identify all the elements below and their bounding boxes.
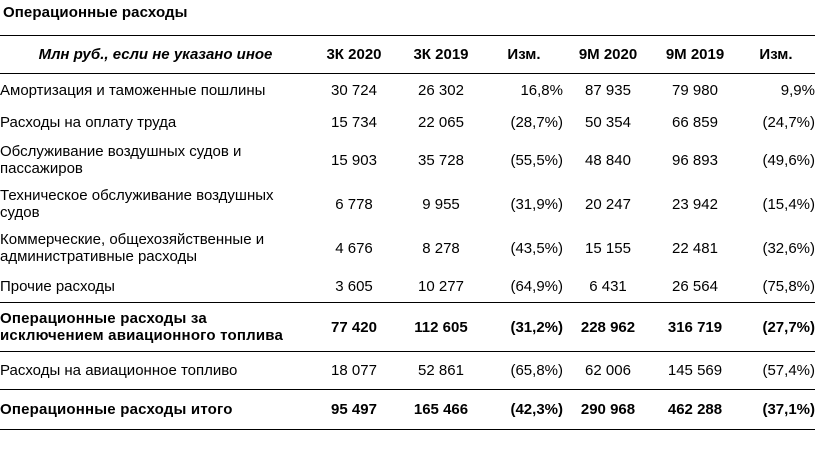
cell-q3-change: (43,5%) xyxy=(510,239,563,257)
cell-9m-2020: 62 006 xyxy=(585,362,631,379)
cell-9m-change: (37,1%) xyxy=(737,390,815,430)
page-title: Операционные расходы xyxy=(3,4,188,21)
cell-9m-change: (32,6%) xyxy=(762,239,815,257)
cell-q3-2020: 18 077 xyxy=(331,362,377,379)
cell-q3-2019: 35 728 xyxy=(418,151,464,169)
cell-9m-2019: 26 564 xyxy=(672,277,718,295)
cell-q3-change: (55,5%) xyxy=(510,151,563,169)
cell-q3-2019: 9 955 xyxy=(422,195,460,213)
table-header-row xyxy=(0,36,815,74)
table-row xyxy=(0,138,815,182)
cell-q3-2019: 112 605 xyxy=(397,303,485,352)
cell-9m-2020: 15 155 xyxy=(585,239,631,257)
cell-9m-change: 9,9% xyxy=(780,81,815,99)
cell-9m-2020: 290 968 xyxy=(563,390,653,430)
row-label: Расходы на оплату труда xyxy=(0,113,177,131)
cell-9m-change: (57,4%) xyxy=(762,362,815,379)
table-row xyxy=(0,270,815,303)
operating-expenses-table xyxy=(0,35,815,430)
table-row xyxy=(0,106,815,138)
header-9m-change: Изм. xyxy=(737,36,815,74)
cell-9m-2020: 6 431 xyxy=(589,277,627,295)
cell-q3-2020: 3 605 xyxy=(335,277,373,295)
cell-9m-2020: 228 962 xyxy=(563,303,653,352)
table-row xyxy=(0,182,815,226)
cell-q3-change: (42,3%) xyxy=(485,390,563,430)
cell-q3-change: (31,9%) xyxy=(510,195,563,213)
cell-9m-2019: 316 719 xyxy=(653,303,737,352)
row-label: Операционные расходы итого xyxy=(0,390,311,430)
row-label: Обслуживание воздушных судов и пассажиров xyxy=(0,143,242,177)
cell-9m-2019: 79 980 xyxy=(672,81,718,99)
cell-q3-2020: 6 778 xyxy=(335,195,373,213)
cell-9m-2019: 96 893 xyxy=(672,151,718,169)
header-9m-2019: 9М 2019 xyxy=(653,36,737,74)
cell-q3-2020: 30 724 xyxy=(331,81,377,99)
cell-q3-2020: 4 676 xyxy=(335,239,373,257)
subtotal-row xyxy=(0,303,815,352)
row-label: Расходы на авиационное топливо xyxy=(0,362,238,379)
table-row xyxy=(0,74,815,107)
cell-q3-change: (65,8%) xyxy=(510,362,563,379)
row-label: Прочие расходы xyxy=(0,277,115,295)
header-q3-2020: 3К 2020 xyxy=(311,36,397,74)
cell-9m-2019: 66 859 xyxy=(672,113,718,131)
cell-9m-2020: 48 840 xyxy=(585,151,631,169)
cell-q3-change: 16,8% xyxy=(520,81,563,99)
header-9m-2020: 9М 2020 xyxy=(563,36,653,74)
cell-9m-2020: 20 247 xyxy=(585,195,631,213)
cell-q3-2019: 22 065 xyxy=(418,113,464,131)
total-row xyxy=(0,390,815,430)
cell-9m-2019: 22 481 xyxy=(672,239,718,257)
cell-9m-2019: 462 288 xyxy=(653,390,737,430)
cell-q3-2020: 95 497 xyxy=(311,390,397,430)
cell-q3-change: (28,7%) xyxy=(510,113,563,131)
cell-q3-2019: 26 302 xyxy=(418,81,464,99)
row-label: Амортизация и таможенные пошлины xyxy=(0,81,266,99)
cell-q3-2020: 15 734 xyxy=(331,113,377,131)
cell-q3-2019: 165 466 xyxy=(397,390,485,430)
cell-9m-change: (24,7%) xyxy=(762,113,815,131)
table-row xyxy=(0,226,815,270)
cell-9m-2020: 87 935 xyxy=(585,81,631,99)
row-label: Техническое обслуживание воздушных судов xyxy=(0,187,274,221)
cell-q3-2019: 52 861 xyxy=(418,362,464,379)
cell-9m-2019: 145 569 xyxy=(667,362,723,379)
header-q3-change: Изм. xyxy=(485,36,563,74)
cell-q3-2020: 15 903 xyxy=(331,151,377,169)
table-row xyxy=(0,352,815,390)
header-label-cell: Млн руб., если не указано иное xyxy=(0,36,311,74)
cell-9m-2020: 50 354 xyxy=(585,113,631,131)
cell-9m-change: (75,8%) xyxy=(762,277,815,295)
row-label: Операционные расходы за исключением авиационного топлива xyxy=(0,303,311,352)
cell-9m-change: (15,4%) xyxy=(762,195,815,213)
row-label: Коммерческие, общехозяйственные и административные расходы xyxy=(0,231,265,265)
header-q3-2019: 3К 2019 xyxy=(397,36,485,74)
cell-q3-change: (64,9%) xyxy=(510,277,563,295)
cell-q3-2020: 77 420 xyxy=(311,303,397,352)
cell-q3-change: (31,2%) xyxy=(485,303,563,352)
cell-9m-2019: 23 942 xyxy=(672,195,718,213)
cell-q3-2019: 8 278 xyxy=(422,239,460,257)
cell-q3-2019: 10 277 xyxy=(418,277,464,295)
cell-9m-change: (49,6%) xyxy=(762,151,815,169)
cell-9m-change: (27,7%) xyxy=(737,303,815,352)
